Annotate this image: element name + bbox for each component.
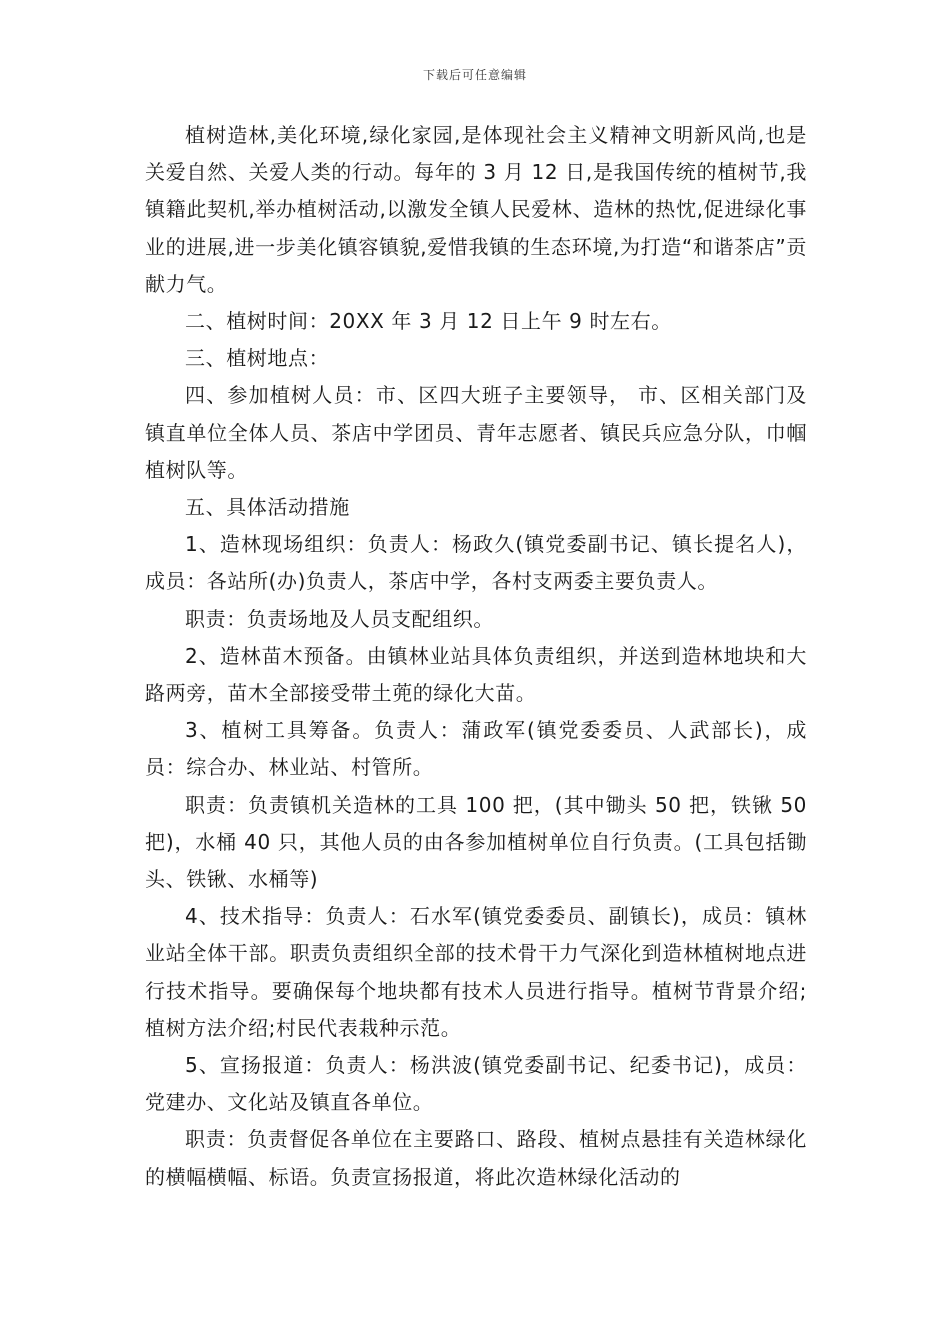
paragraph-planting-location: 三、植树地点： [185,346,330,371]
paragraph-tools: 3、植树工具筹备。负责人：蒲政军(镇党委委员、人武部长)，成员：综合办、林业站、村管所。 [145,718,807,780]
page-header-note: 下载后可任意编辑 [422,68,527,82]
paragraph-tools-duty: 职责：负责镇机关造林的工具 100 把，(其中锄头 50 把，铁锹 50 把)，水桶 40 只，其他人员的由各参加植树单位自行负责。(工具包括锄头、铁锹、水桶等) [145,792,807,892]
paragraph-participants: 四、参加植树人员：市、区四大班子主要领导， 市、区相关部门及镇直单位全体人员、茶店中学团员、青年志愿者、镇民兵应急分队，巾帼植树队等。 [145,383,807,482]
paragraph-publicity: 5、宣扬报道：负责人：杨洪波(镇党委副书记、纪委书记)，成员：党建办、文化站及镇直各单位。 [145,1053,807,1115]
document-body [145,117,807,1196]
paragraph-technical-guidance: 4、技术指导：负责人：石水军(镇党委委员、副镇长)，成员：镇林业站全体干部。职责负责组织全部的技术骨干力气深化到造林植树地点进行技术指导。要确保每个地块都有技术人员进行指导。植树节背景介绍;植树方法介绍;村民代表栽种示范。 [145,904,807,1040]
paragraph-site-organization: 1、造林现场组织：负责人：杨政久(镇党委副书记、镇长提名人)，成员：各站所(办)负责人，茶店中学，各村支两委主要负责人。 [145,532,807,594]
section-heading-measures: 五、具体活动措施 [185,495,350,520]
paragraph-site-duty: 职责：负责场地及人员支配组织。 [185,606,494,631]
paragraph-intro: 植树造林,美化环境,绿化家园,是体现社会主义精神文明新风尚,也是关爱自然、关爱人类的行动。每年的 3 月 12 日,是我国传统的植树节,我镇籍此契机,举办植树活动,以激发全镇人民爱林、造林的热忱,促进绿化事业的进展,进一步美化镇容镇貌,爱惜我镇的生态环境,为打造“和谐茶店”贡献力气。 [145,123,807,296]
paragraph-seedlings: 2、造林苗木预备。由镇林业站具体负责组织，并送到造林地块和大路两旁，苗木全部接受带土蔸的绿化大苗。 [145,643,807,706]
paragraph-planting-time: 二、植树时间：20XX 年 3 月 12 日上午 9 时左右。 [185,309,672,334]
paragraph-publicity-duty: 职责：负责督促各单位在主要路口、路段、植树点悬挂有关造林绿化的横幅横幅、标语。负责宣扬报道，将此次造林绿化活动的 [145,1127,807,1189]
